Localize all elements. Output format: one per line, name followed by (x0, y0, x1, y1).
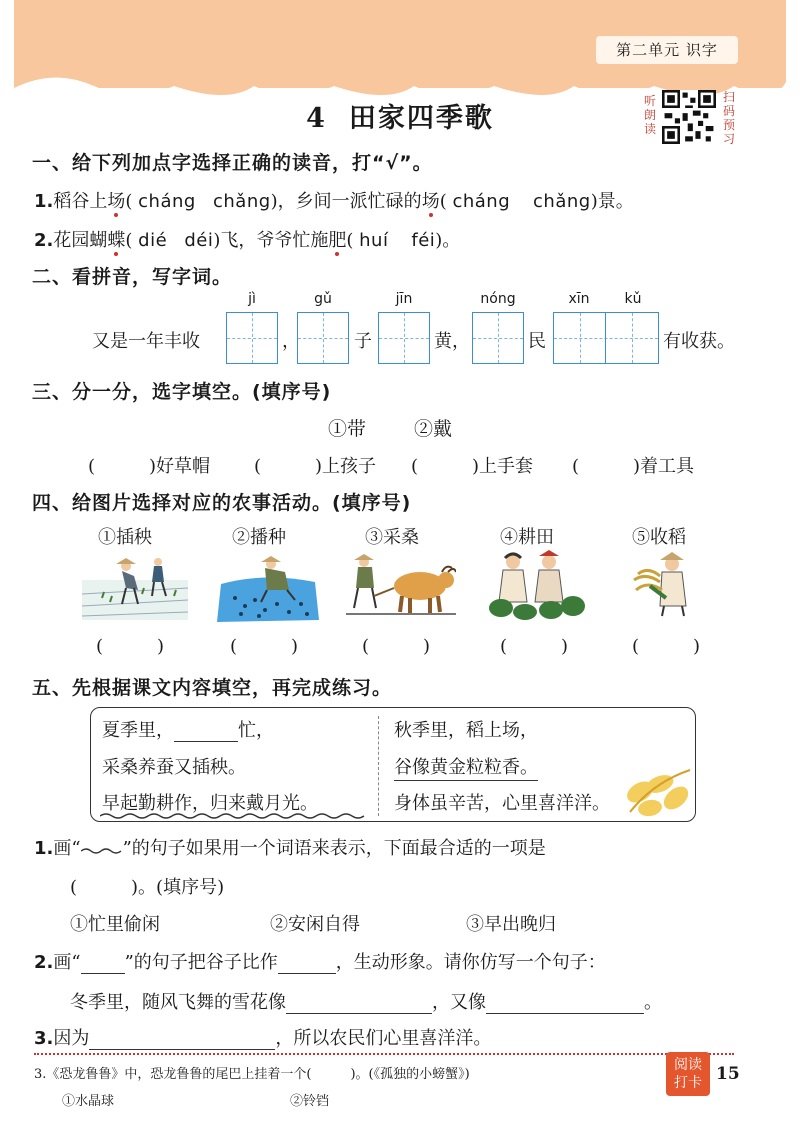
section5-heading: 五、先根据课文内容填空，再完成练习。 (32, 677, 393, 699)
pinyin-label: kǔ (624, 291, 642, 307)
grain-decoration-icon (620, 762, 694, 820)
sowing-seeds-illustration (215, 554, 321, 624)
poem-divider (378, 716, 379, 816)
farm-label: ①插秧 (98, 527, 152, 548)
poem-line: 身体虽辛苦，心里喜洋洋。 (394, 793, 610, 814)
pinyin-option[interactable]: huí (359, 230, 389, 251)
pinyin-option[interactable]: cháng (452, 191, 511, 212)
q1-option: ②安闲自得 (270, 914, 360, 935)
fill-blank[interactable]: ( )上手套 (411, 456, 534, 477)
tianzige-box[interactable] (297, 312, 349, 364)
pinyin-option[interactable]: féi (411, 230, 436, 251)
section5-q2-line2: 冬季里，随风飞舞的雪花像 ，又像 。 (70, 992, 662, 1013)
farm-label: ③采桑 (365, 527, 419, 548)
pinyin-label: nóng (480, 291, 516, 307)
q2-blank[interactable] (286, 992, 432, 1014)
q1-option: ③早出晚归 (466, 914, 556, 935)
section2-heading: 二、看拼音，写字词。 (32, 266, 233, 288)
section4-heading: 四、给图片选择对应的农事活动。(填序号) (32, 492, 412, 514)
plowing-ox-illustration (346, 552, 456, 618)
reading-checkin-badge[interactable]: 阅读 打卡 (666, 1052, 710, 1096)
section5-q1: 1.画“ ”的句子如果用一个词语来表示，下面最合适的一项是 (34, 838, 546, 859)
footer-option: ①水晶球 (62, 1094, 115, 1109)
qr-scan-label: 扫码预习 (722, 90, 735, 146)
wavy-line-icon (81, 843, 123, 855)
poem-line-straight: 谷像黄金粒粒香。 (394, 753, 538, 779)
answer-paren[interactable]: ( ) (362, 636, 431, 657)
tianzige-box[interactable] (226, 312, 278, 364)
tianzige-box-double[interactable] (553, 312, 659, 364)
poem-line: 秋季里，稻上场， (394, 720, 538, 741)
lesson-title-text: 田家四季歌 (348, 103, 494, 134)
farm-label: ⑤收稻 (632, 527, 686, 548)
fill-blank[interactable]: ( )上孩子 (254, 456, 377, 477)
section1-q2: 2.花园蝴蝶( dié déi)飞，爷爷忙施肥( huí féi)。 (34, 230, 461, 251)
section2-text: 民 (528, 331, 546, 352)
pinyin-option[interactable]: cháng (138, 191, 196, 212)
fill-blank[interactable]: ( )着工具 (572, 456, 695, 477)
unit-tab: 第二单元 识字 (596, 36, 738, 64)
fill-blank[interactable]: ( )好草帽 (88, 456, 211, 477)
answer-paren[interactable]: ( ) (96, 636, 165, 657)
footer-question: 3.《恐龙鲁鲁》中，恐龙鲁鲁的尾巴上挂着一个( )。(《孤独的小螃蟹》) (34, 1067, 470, 1082)
transplanting-rice-illustration (82, 554, 188, 620)
qr-code-icon[interactable] (662, 90, 716, 144)
q2-blank[interactable] (486, 992, 644, 1014)
picking-mulberry-illustration (487, 550, 587, 622)
tianzige-box[interactable] (378, 312, 430, 364)
pinyin-option[interactable]: chǎng (533, 191, 591, 212)
wavy-underline (100, 812, 368, 820)
answer-paren[interactable]: ( ) (500, 636, 569, 657)
footer-option: ②铃铛 (290, 1094, 330, 1109)
qr-listen-label: 听朗读 (643, 94, 656, 136)
pinyin-option[interactable]: chǎng (212, 191, 271, 212)
tianzige-box[interactable] (472, 312, 524, 364)
answer-paren[interactable]: ( ) (230, 636, 299, 657)
answer-paren[interactable]: ( ) (632, 636, 701, 657)
section1-q1: 1.稻谷上场( cháng chǎng)，乡间一派忙碌的场( cháng chǎng)景。 (34, 191, 634, 212)
harvesting-rice-illustration (630, 550, 700, 618)
pinyin-option[interactable]: dié (138, 230, 168, 251)
q1-option: ①忙里偷闲 (70, 914, 160, 935)
pinyin-label: jīn (395, 291, 413, 307)
option-dai-wear: ②戴 (414, 418, 453, 440)
poem-blank[interactable] (174, 720, 238, 742)
poem-line: 夏季里， 忙， (102, 720, 274, 741)
section5-q1-answer[interactable]: ( )。(填序号) (70, 877, 225, 898)
footer-separator (34, 1053, 734, 1055)
section3-heading: 三、分一分，选字填空。(填序号) (32, 381, 332, 403)
q2-blank[interactable] (278, 952, 336, 974)
option-dai-belt: ①带 (328, 418, 367, 440)
pinyin-label: gǔ (314, 291, 332, 307)
section5-q3: 3.因为 ，所以农民们心里喜洋洋。 (34, 1028, 492, 1049)
pinyin-option[interactable]: déi (184, 230, 214, 251)
poem-line: 采桑养蚕又插秧。 (102, 757, 246, 778)
lesson-number: 4 (306, 103, 327, 134)
q3-blank[interactable] (89, 1028, 275, 1050)
section2-text: 又是一年丰收 (92, 331, 200, 352)
page-number: 15 (716, 1064, 740, 1084)
farm-label: ②播种 (232, 527, 286, 548)
pinyin-label: xīn (568, 291, 590, 307)
farm-label: ④耕田 (500, 527, 554, 548)
section2-text: ， (282, 331, 300, 352)
section2-text: 子 (354, 331, 372, 352)
section2-text: 有收获。 (663, 331, 735, 352)
section5-q2: 2.画“ ”的句子把谷子比作 ，生动形象。请你仿写一个句子： (34, 952, 606, 973)
section1-heading: 一、给下列加点字选择正确的读音，打“√”。 (32, 152, 433, 174)
pinyin-label: jì (248, 291, 256, 307)
poem-line-wavy: 早起勤耕作，归来戴月光。 (102, 793, 318, 814)
section2-text: 黄， (434, 331, 470, 352)
